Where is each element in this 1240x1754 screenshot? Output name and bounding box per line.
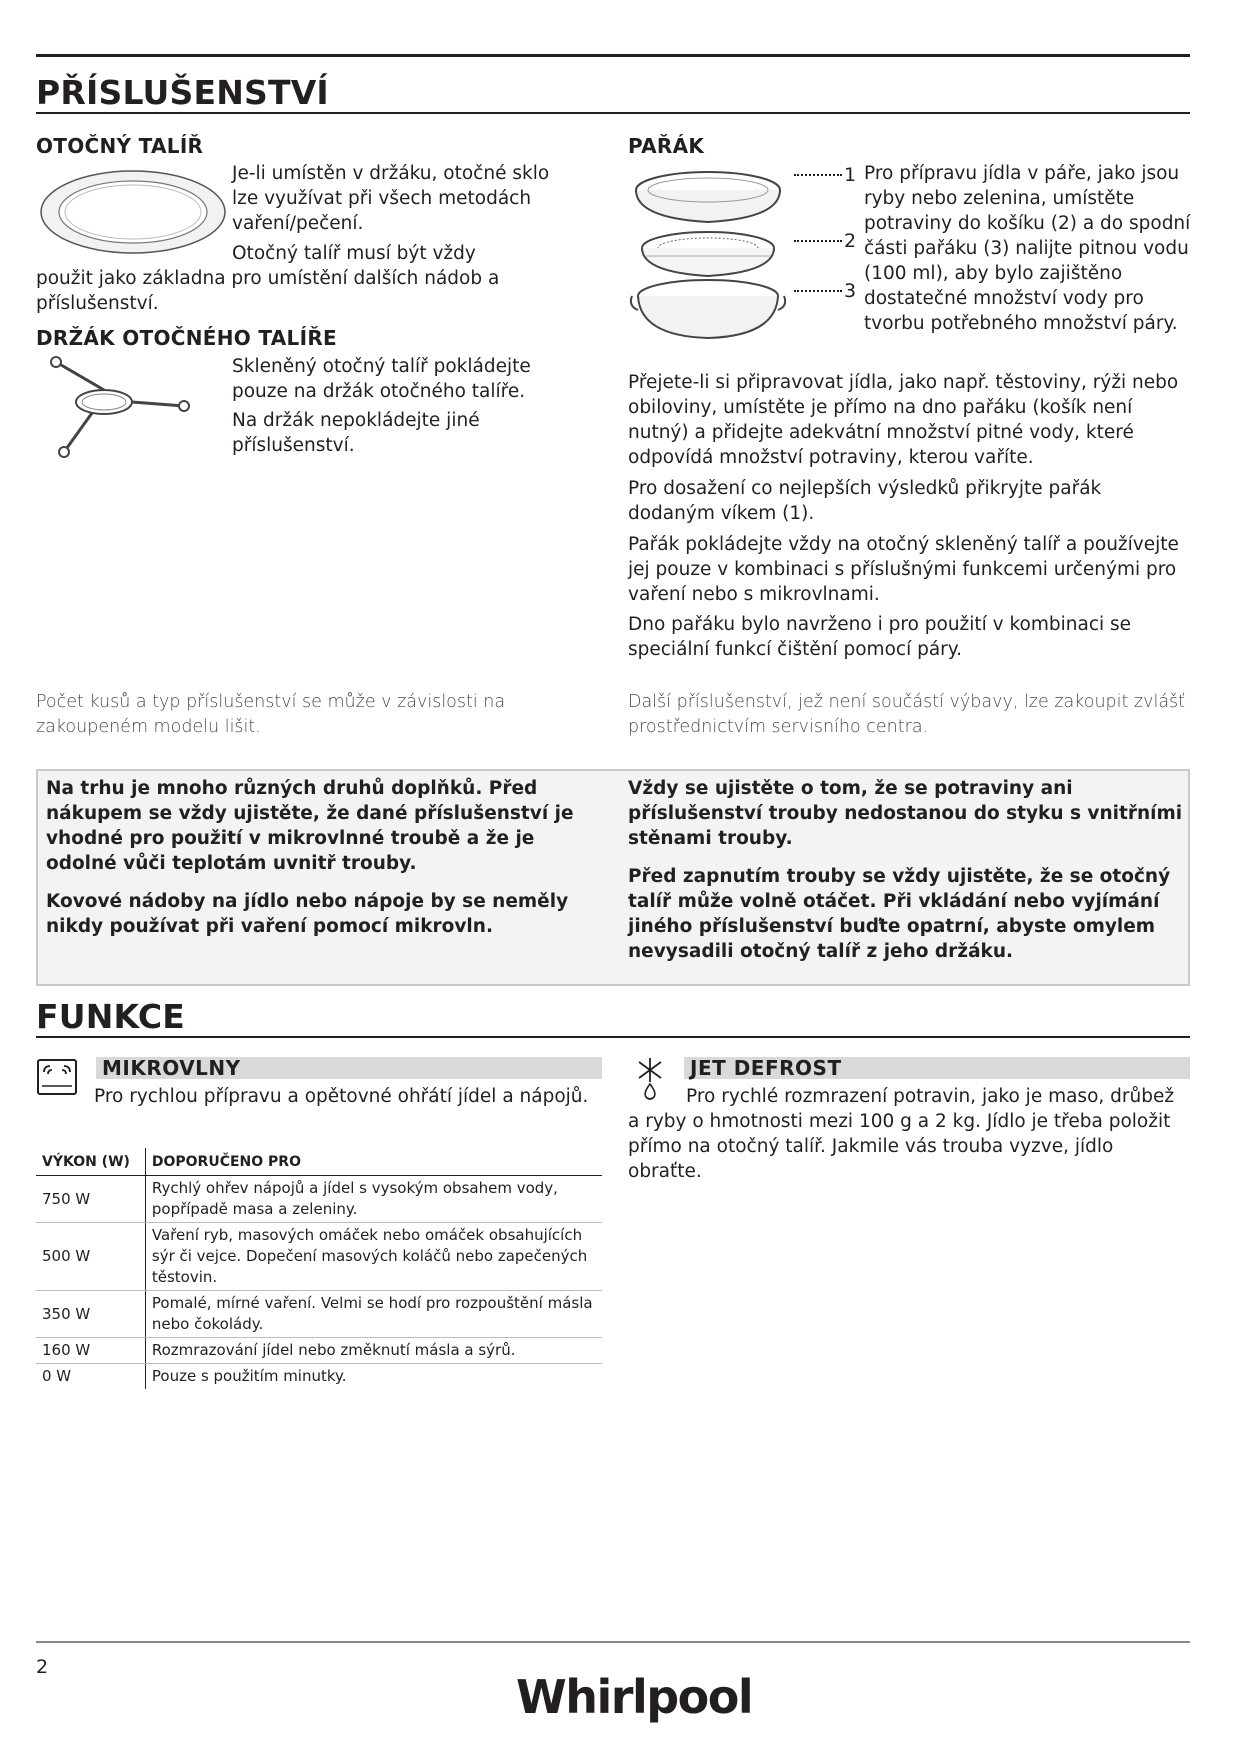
turntable-section (36, 134, 598, 314)
footer-rule (36, 1641, 1190, 1643)
warning-right (628, 776, 1188, 964)
steamer-leader-1 (794, 174, 842, 176)
power-cell: 160 W (36, 1338, 145, 1364)
table-row (36, 1176, 602, 1223)
steamer-text-1: Pro přípravu jídla v páře, jako jsou ryby nebo zelenina, umístěte potraviny do košíku (2) a do spodní části pařáku (3) nalijte pitnou vodu (100 ml), aby bylo zajištěno dostatečné množství vody pro tvorbu potřebného množství páry. (864, 163, 1191, 334)
support-heading: DRŽÁK OTOČNÉHO TALÍŘE (36, 326, 337, 350)
warning-right-p1: Vždy se ujistěte o tom, že se potraviny ani příslušenství trouby nedostanou do styku s vnitřními stěnami trouby. (628, 778, 1183, 849)
power-cell: 350 W (36, 1291, 145, 1338)
warning-right-p2: Před zapnutím trouby se vždy ujistěte, že se otočný talíř může volně otáčet. Při vkládání nebo vyjímání jiného příslušenství buďte opatrní, abyste omylem nevysadili otočný talíř z jeho držáku. (628, 866, 1171, 962)
steamer-text-3: Pro dosažení co nejlepších výsledků přikryjte pařák dodaným víkem (1). (628, 478, 1102, 524)
support-text-2: Na držák nepokládejte jiné příslušenství. (232, 410, 480, 456)
warning-box (36, 769, 1190, 986)
use-col-header: DOPORUČENO PRO (145, 1148, 602, 1176)
steamer-label-1: 1 (844, 164, 857, 186)
power-table (36, 1148, 602, 1389)
support-section (36, 326, 598, 456)
steamer-leader-2 (794, 240, 842, 242)
jet-defrost-heading: JET DEFROST (684, 1057, 1190, 1079)
steamer-label-3: 3 (844, 280, 857, 302)
table-row (36, 1291, 602, 1338)
microwave-text: Pro rychlou přípravu a opětovné ohřátí jídel a nápojů. (94, 1086, 589, 1107)
accessories-title: PŘÍSLUŠENSTVÍ (36, 73, 329, 112)
support-text-1: Skleněný otočný talíř pokládejte pouze na držák otočného talíře. (232, 356, 531, 402)
page-number: 2 (36, 1656, 49, 1678)
steamer-heading: PAŘÁK (628, 134, 705, 158)
turntable-text-1: Je-li umístěn v držáku, otočné sklo lze využívat při všech metodách vaření/pečení. (232, 163, 550, 234)
jet-defrost-text: Pro rychlé rozmrazení potravin, jako je maso, drůbež a ryby o hmotnosti mezi 100 g a 2 kg. Jídlo je třeba položit přímo na otočný talíř. Jakmile vás trouba vyzve, jídlo obraťte. (628, 1086, 1175, 1182)
power-cell: 500 W (36, 1223, 145, 1291)
turntable-heading: OTOČNÝ TALÍŘ (36, 134, 204, 158)
table-row (36, 1338, 602, 1364)
steamer-leader-3 (794, 290, 842, 292)
whirlpool-logo: Whirlpool (516, 1670, 753, 1724)
table-row (36, 1223, 602, 1291)
turntable-plate-icon (38, 166, 228, 256)
power-cell: 0 W (36, 1364, 145, 1390)
accessories-title-rule (36, 112, 1190, 114)
use-cell: Vaření ryb, masových omáček nebo omáček obsahujících sýr či vejce. Dopečení masových koláčů nebo zapečených těstovin. (145, 1223, 602, 1291)
steamer-text-2: Přejete-li si připravovat jídla, jako např. těstoviny, rýži nebo obiloviny, umístěte je přímo na dno pařáku (košík není nutný) a přidejte adekvátní množství pitné vody, které odpovídá množství potraviny, kterou vaříte. (628, 372, 1179, 468)
use-cell: Rozmrazování jídel nebo změknutí másla a sýrů. (145, 1338, 602, 1364)
steamer-text-5: Dno pařáku bylo navrženo i pro použití v kombinaci se speciální funkcí čištění pomocí páry. (628, 614, 1132, 660)
use-cell: Rychlý ohřev nápojů a jídel s vysokým obsahem vody, popřípadě masa a zeleniny. (145, 1176, 602, 1223)
note-right: Další příslušenství, jež není součástí výbavy, lze zakoupit zvlášť prostřednictvím servisního centra. (628, 692, 1186, 737)
power-cell: 750 W (36, 1176, 145, 1223)
steamer-text-4: Pařák pokládejte vždy na otočný skleněný talíř a používejte jej pouze v kombinaci s příslušnými funkcemi určenými pro vaření nebo s mikrovlnami. (628, 534, 1179, 605)
use-cell: Pouze s použitím minutky. (151, 1367, 347, 1385)
note-left: Počet kusů a typ příslušenství se může v závislosti na zakoupeném modelu lišit. (36, 692, 506, 737)
warning-left-p1: Na trhu je mnoho různých druhů doplňků. Před nákupem se vždy ujistěte, že dané příslušenství je vhodné pro použití v mikrovlnné troubě a že je odolné vůči teplotám uvnitř trouby. (46, 778, 574, 874)
turntable-text-2b: použit jako základna pro umístění dalších nádob a příslušenství. (36, 268, 500, 314)
functions-title: FUNKCE (36, 997, 186, 1036)
power-col-header: VÝKON (W) (36, 1148, 145, 1176)
use-cell: Pomalé, mírné vaření. Velmi se hodí pro rozpouštění másla nebo čokolády. (145, 1291, 602, 1338)
steamer-section (628, 134, 1191, 660)
steamer-label-2: 2 (844, 230, 857, 252)
microwave-heading: MIKROVLNY (96, 1057, 602, 1079)
warning-left-p2: Kovové nádoby na jídlo nebo nápoje by se neměly nikdy používat při vaření pomocí mikrovln. (46, 891, 569, 937)
steamer-icon (628, 168, 793, 343)
top-rule (36, 54, 1190, 57)
turntable-support-icon (44, 356, 194, 466)
functions-title-rule (36, 1036, 1190, 1038)
table-row (36, 1364, 602, 1390)
warning-left (46, 776, 586, 939)
power-table-header (36, 1148, 602, 1176)
turntable-text-2a: Otočný talíř musí být vždy (232, 243, 476, 264)
